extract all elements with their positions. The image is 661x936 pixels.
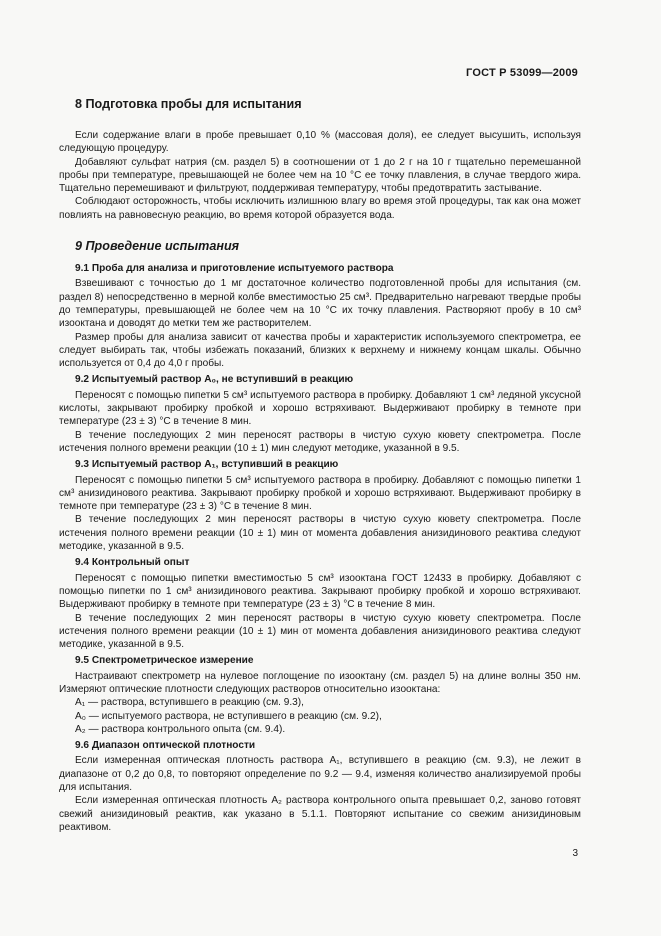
paragraph: Размер пробы для анализа зависит от качества пробы и характеристик используемого спектрометра, ее следует выбирать так, чтобы избежать показаний, близких к верхнему и нижнему концам шкалы. Обычно используется от 0,4 до 4,0 г пробы. xyxy=(59,331,581,370)
list-item: A₁ — раствора, вступившего в реакцию (см. 9.3), xyxy=(75,697,304,709)
paragraph: В течение последующих 2 мин переносят растворы в чистую сухую кювету спектрометра. После истечения полного времени реакции (10 ± 1) мин следуют методике, указанной в 9.5. xyxy=(59,429,581,454)
section-8-title: 8 Подготовка пробы для испытания xyxy=(75,97,302,111)
subsection-9-2-title: 9.2 Испытуемый раствор A₀, не вступивший в реакцию xyxy=(75,374,354,386)
subsection-9-1-title: 9.1 Проба для анализа и приготовление испытуемого раствора xyxy=(75,263,394,275)
paragraph: Если измеренная оптическая плотность A₂ раствора контрольного опыта превышает 0,2, заново готовят свежий анизидиновый реактив, как указано в 5.1.1. Повторяют испытание со свежим анизидиновым реактивом. xyxy=(59,795,581,833)
paragraph: Добавляют сульфат натрия (см. раздел 5) в соотношении от 1 до 2 г на 10 г тщательно перемешанной пробы при температуре, превышающей не более чем на 10 °С ее точку плавления, в случае твердого жира. Тщательно перемешивают и фильтруют, поддерживая температуру, чтобы предотвратить застывание. xyxy=(59,156,581,195)
subsection-9-5-title: 9.5 Спектрометрическое измерение xyxy=(75,655,254,667)
document-code: ГОСТ Р 53099—2009 xyxy=(466,67,578,79)
subsection-9-4-title: 9.4 Контрольный опыт xyxy=(75,557,190,569)
paragraph: В течение последующих 2 мин переносят растворы в чистую сухую кювету спектрометра. После истечения полного времени реакции (10 ± 1) мин от момента добавления анизидинового реактива следуют методике, указанной в 9.5. xyxy=(59,514,581,553)
list-item: A₂ — раствора контрольного опыта (см. 9.4). xyxy=(75,723,286,735)
paragraph: Переносят с помощью пипетки 5 см³ испытуемого раствора в пробирку. Добавляют с помощью пипетки 1 см³ анизидинового реактива. Закрывают пробирку пробкой и хорошо встряхивают. Выдерживают пробирку в темноте при температуре (23 ± 3) °С в течение 8 мин. xyxy=(59,474,581,513)
page-number: 3 xyxy=(572,848,578,859)
list-item: A₀ — испытуемого раствора, не вступившего в реакцию (см. 9.2), xyxy=(75,710,382,722)
absorbance-list xyxy=(59,696,581,736)
paragraph: Если измеренная оптическая плотность раствора A₁, вступившего в реакцию (см. 9.3), не лежит в диапазоне от 0,2 до 0,8, то повторяют определение по 9.2 — 9.4, изменяя количество анализируемой пробы для испытания. xyxy=(59,755,581,794)
paragraph: Взвешивают с точностью до 1 мг достаточное количество подготовленной пробы для испытания (см. раздел 8) непосредственно в мерной колбе вместимостью 25 см³. Предварительно нагревают твердые пробы до температуры, превышающей не более чем на 10 °С их точку плавления. Растворяют пробу в 10 см³ изооктана и доводят до метки тем же растворителем. xyxy=(59,278,581,330)
subsection-9-3-title: 9.3 Испытуемый раствор A₁, вступивший в реакцию xyxy=(75,459,339,471)
paragraph: Переносят с помощью пипетки 5 см³ испытуемого раствора в пробирку. Добавляют 1 см³ ледяной уксусной кислоты, закрывают пробирку пробкой и хорошо встряхивают. Выдерживают пробирку в темноте при температуре (23 ± 3) °С в течение 8 мин. xyxy=(59,389,581,428)
document-body xyxy=(59,96,581,834)
paragraph: Переносят с помощью пипетки вместимостью 5 см³ изооктана ГОСТ 12433 в пробирку. Добавляют с помощью пипетки по 1 см³ анизидинового реактива. Закрывают пробирку пробкой и хорошо встряхивают. Выдерживают пробирку в темноте при температуре (23 ± 3) °С в течение 8 мин. xyxy=(59,572,581,611)
paragraph: Настраивают спектрометр на нулевое поглощение по изооктану (см. раздел 5) на длине волны 350 нм. Измеряют оптические плотности следующих растворов относительно изооктана: xyxy=(59,670,581,695)
paragraph: В течение последующих 2 мин переносят растворы в чистую сухую кювету спектрометра. После истечения полного времени реакции (10 ± 1) мин от момента добавления анизидинового реактива следуют методике, указанной в 9.5. xyxy=(59,612,581,651)
paragraph: Соблюдают осторожность, чтобы исключить излишнюю влагу во время этой процедуры, так как она может повлиять на равновесную реакцию, во время которой образуется вода. xyxy=(59,196,581,221)
subsection-9-6-title: 9.6 Диапазон оптической плотности xyxy=(75,740,256,752)
section-9-title: 9 Проведение испытания xyxy=(75,239,240,254)
paragraph: Если содержание влаги в пробе превышает 0,10 % (массовая доля), ее следует высушить, используя следующую процедуру. xyxy=(59,130,581,155)
